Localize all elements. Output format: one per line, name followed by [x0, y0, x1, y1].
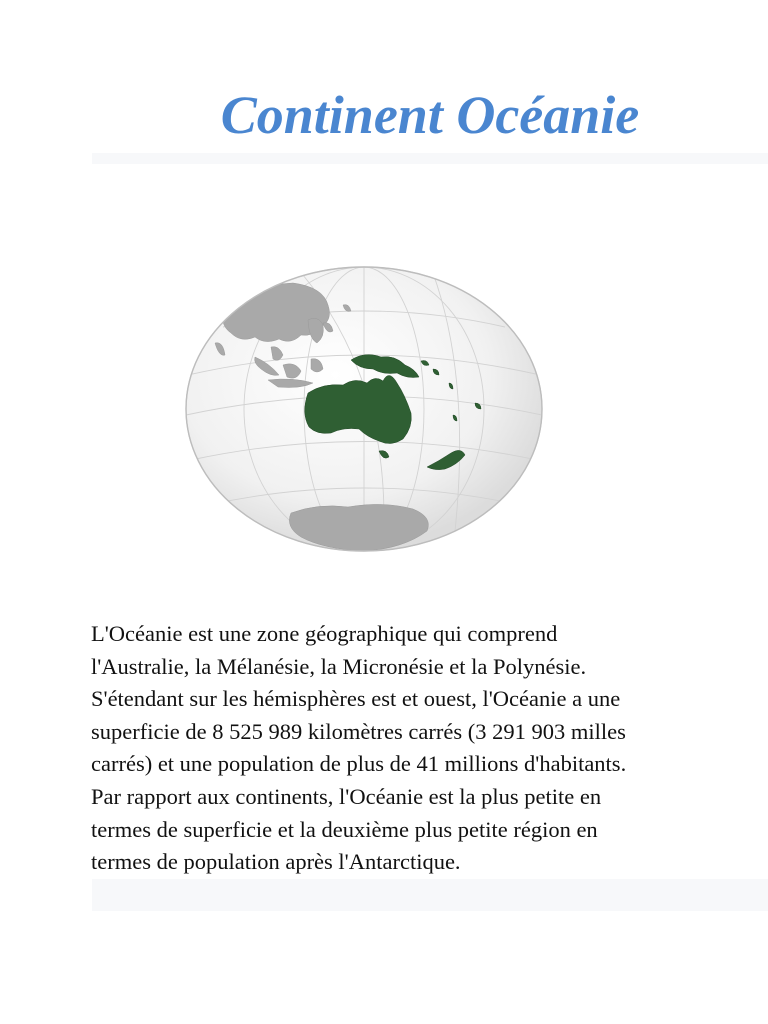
bottom-shaded-band — [92, 879, 768, 911]
paragraph-line: S'étendant sur les hémisphères est et ouest, l'Océanie a une — [91, 686, 621, 712]
title-underline-band — [92, 153, 768, 164]
paragraph-line: termes de superficie et la deuxième plus petite région en — [91, 816, 598, 842]
paragraph-line: l'Australie, la Mélanésie, la Micronésie et la Polynésie. — [91, 653, 587, 679]
paragraph-line: Par rapport aux continents, l'Océanie est la plus petite en — [91, 783, 602, 809]
globe-icon — [183, 265, 545, 553]
paragraph-line: L'Océanie est une zone géographique qui comprend — [91, 621, 558, 646]
document-title: Continent Océanie — [220, 85, 640, 145]
paragraph-line: superficie de 8 525 989 kilomètres carrés (3 291 903 milles — [91, 718, 626, 744]
oceania-globe-map — [183, 265, 545, 553]
paragraph-line: carrés) et une population de plus de 41 millions d'habitants. — [91, 751, 627, 777]
body-paragraph — [91, 618, 768, 879]
paragraph-line: termes de population après l'Antarctique. — [91, 849, 461, 875]
